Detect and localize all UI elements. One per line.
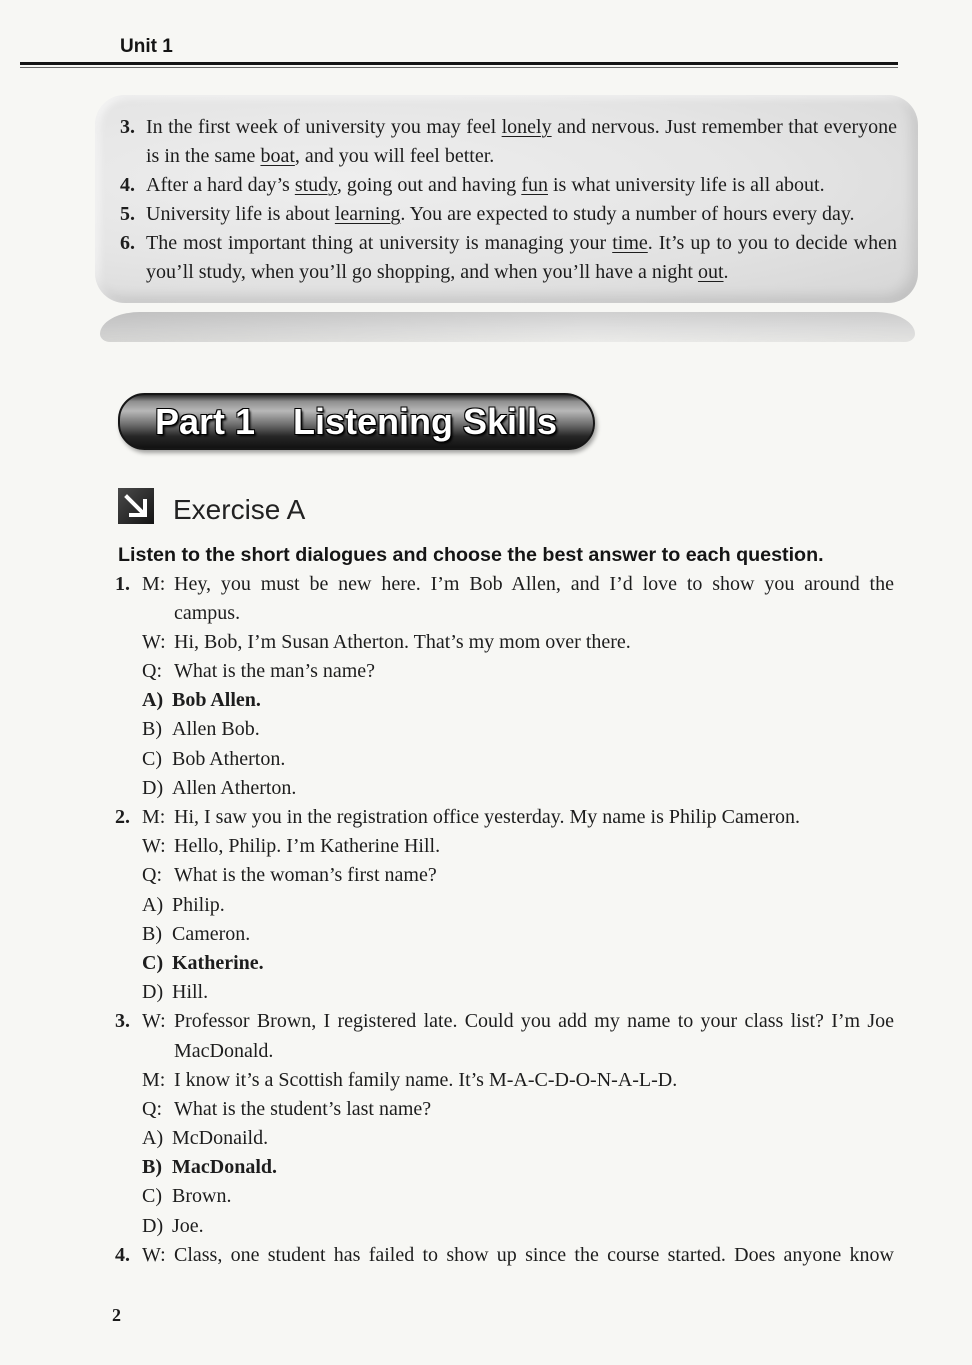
indent-spacer: [115, 861, 142, 890]
answer-option: [115, 1153, 915, 1182]
option-label: A): [142, 893, 164, 916]
part-title: Listening Skills: [293, 401, 558, 442]
option-label: A): [142, 689, 164, 712]
exercise-title: Exercise A: [173, 494, 306, 525]
text-run: you’ll study, when you’ll go shopping, and when you’ll have a night: [146, 260, 698, 283]
exercise-instruction: Listen to the short dialogues and choose the best answer to each question.: [118, 544, 824, 566]
underlined-answer-word: fun: [521, 173, 548, 196]
dialogue-turn: [115, 832, 915, 861]
indent-spacer: [115, 1153, 142, 1182]
text-line: [146, 142, 897, 171]
indent-spacer: [115, 832, 142, 861]
indent-spacer: [115, 978, 142, 1007]
question-number: 1.: [115, 572, 130, 595]
indent-spacer: [115, 774, 142, 803]
indent-spacer: [115, 657, 142, 686]
utterance-text: Hi, Bob, I’m Susan Atherton. That’s my mom over there.: [174, 630, 631, 653]
text-run: After a hard day’s: [146, 173, 295, 196]
dialogue-line: [115, 599, 915, 628]
speaker-label: W:: [142, 835, 166, 858]
underlined-answer-word: time: [612, 231, 648, 254]
review-item-text: [146, 113, 897, 171]
underlined-answer-word: learning: [334, 202, 401, 225]
speaker-label: Q:: [142, 660, 162, 683]
indent-spacer: [115, 891, 142, 920]
review-item: [120, 229, 898, 287]
dialogue-turn: [115, 861, 915, 890]
review-item-text: [146, 229, 897, 287]
option-text: Bob Allen.: [172, 689, 261, 712]
part-banner: [118, 393, 595, 450]
question-block: [115, 570, 915, 804]
indent-spacer: [115, 686, 142, 715]
option-label: B): [142, 922, 162, 945]
option-text: Hill.: [172, 981, 209, 1004]
indent-spacer: [115, 1212, 142, 1241]
review-item: [120, 113, 898, 171]
option-label: B): [142, 718, 162, 741]
utterance-text: campus.: [174, 601, 241, 624]
answer-option: [115, 920, 915, 949]
dialogue-turn: [115, 570, 915, 628]
option-text: Joe.: [172, 1214, 204, 1237]
text-line: [146, 171, 897, 200]
answer-option: [115, 1212, 915, 1241]
answer-option: [115, 978, 915, 1007]
part-label: Part 1: [155, 401, 256, 442]
answer-option: [115, 1182, 915, 1211]
text-line: [146, 200, 897, 229]
review-item-text: [146, 200, 897, 229]
answer-option: [115, 745, 915, 774]
utterance-text: I know it’s a Scottish family name. It’s M-A-C-D-O-N-A-L-D.: [174, 1068, 678, 1091]
option-label: C): [142, 1185, 162, 1208]
option-label: D): [142, 1214, 164, 1237]
dialogue-list: [115, 570, 915, 1271]
text-run: The most important thing at university is managing your: [146, 231, 613, 254]
answer-option: [115, 774, 915, 803]
review-item-number: 3.: [120, 115, 135, 138]
answer-option: [115, 949, 915, 978]
option-label: D): [142, 776, 164, 799]
review-item-number: 5.: [120, 202, 135, 225]
text-run: , going out and having: [336, 173, 522, 196]
review-item-number: 6.: [120, 231, 135, 254]
dialogue-turn: [115, 1095, 915, 1124]
utterance-text: Hi, I saw you in the registration office yesterday. My name is Philip Cameron.: [174, 806, 800, 828]
option-text: Bob Atherton.: [172, 747, 286, 770]
utterance-text: What is the woman’s first name?: [174, 864, 437, 887]
question-number: 2.: [115, 806, 130, 828]
dialogue-line: [115, 1241, 915, 1270]
dialogue-turn: [115, 657, 915, 686]
indent-spacer: [142, 599, 174, 628]
answer-option: [115, 686, 915, 715]
option-text: Brown.: [172, 1185, 232, 1208]
option-text: MacDonald.: [172, 1156, 277, 1179]
indent-spacer: [115, 1124, 142, 1153]
indent-spacer: [115, 1182, 142, 1211]
text-line: [146, 113, 897, 142]
header-rule: [20, 62, 898, 65]
indent-spacer: [115, 1095, 142, 1124]
dialogue-line: [115, 1007, 915, 1036]
indent-spacer: [115, 1037, 142, 1066]
option-label: C): [142, 951, 164, 974]
dialogue-turn: [115, 803, 915, 832]
review-answer-list: [120, 113, 898, 287]
indent-spacer: [115, 628, 142, 657]
text-run: . You are expected to study a number of hours every day.: [400, 202, 855, 225]
indent-spacer: [115, 599, 142, 628]
dialogue-line: [115, 1066, 915, 1095]
option-text: Philip.: [172, 893, 225, 916]
speaker-label: W:: [142, 1010, 166, 1033]
dialogue-turn: [115, 1007, 915, 1065]
utterance-text: Class, one student has failed to show up since the course started. Does anyone know: [174, 1243, 894, 1266]
option-text: Allen Atherton.: [172, 776, 297, 799]
option-label: C): [142, 747, 162, 770]
question-block: [115, 803, 915, 1007]
review-box-shadow-band: [100, 312, 915, 342]
utterance-text: Professor Brown, I registered late. Could you add my name to your class list? I’m Joe: [174, 1010, 894, 1033]
text-run: . It’s up to you to decide when: [647, 231, 897, 254]
utterance-text: Hello, Philip. I’m Katherine Hill.: [174, 835, 441, 858]
answer-option: [115, 715, 915, 744]
question-number: 4.: [115, 1243, 130, 1266]
text-line: [146, 229, 897, 258]
speaker-label: M:: [142, 572, 166, 595]
text-run: is in the same: [146, 144, 261, 167]
underlined-answer-word: lonely: [501, 115, 552, 138]
utterance-text: What is the man’s name?: [174, 660, 376, 683]
question-number: 3.: [115, 1010, 130, 1033]
indent-spacer: [115, 920, 142, 949]
dialogue-line: [115, 1037, 915, 1066]
text-run: University life is about: [146, 202, 335, 225]
dialogue-line: [115, 1095, 915, 1124]
dialogue-line: [115, 861, 915, 890]
review-item: [120, 171, 898, 200]
speaker-label: W:: [142, 1243, 166, 1266]
option-text: Katherine.: [172, 951, 264, 974]
question-block: [115, 1241, 915, 1270]
dialogue-line: [115, 628, 915, 657]
question-block: [115, 1007, 915, 1241]
indent-spacer: [115, 745, 142, 774]
option-text: Allen Bob.: [172, 718, 260, 741]
indent-spacer: [115, 949, 142, 978]
speaker-label: M:: [142, 806, 166, 828]
text-run: , and you will feel better.: [294, 144, 495, 167]
speaker-label: Q:: [142, 1097, 162, 1120]
dialogue-line: [115, 570, 915, 599]
speaker-label: W:: [142, 630, 166, 653]
exercise-arrow-icon: [118, 488, 154, 524]
speaker-label: Q:: [142, 864, 162, 887]
underlined-answer-word: study: [294, 173, 337, 196]
option-label: D): [142, 981, 164, 1004]
header-rule-thin: [20, 67, 898, 68]
unit-header: Unit 1: [120, 36, 173, 57]
indent-spacer: [115, 715, 142, 744]
answer-option: [115, 1124, 915, 1153]
answer-option: [115, 891, 915, 920]
option-label: A): [142, 1127, 164, 1150]
dialogue-turn: [115, 1066, 915, 1095]
page-number: 2: [112, 1305, 121, 1325]
option-text: McDonaild.: [172, 1127, 269, 1150]
indent-spacer: [142, 1037, 174, 1066]
option-label: B): [142, 1156, 162, 1179]
speaker-label: M:: [142, 1068, 166, 1091]
utterance-text: MacDonald.: [174, 1039, 274, 1062]
review-item-text: [146, 171, 897, 200]
option-text: Cameron.: [172, 922, 251, 945]
underlined-answer-word: boat: [260, 144, 295, 167]
utterance-text: What is the student’s last name?: [174, 1097, 432, 1120]
utterance-text: Hey, you must be new here. I’m Bob Allen, and I’d love to show you around the: [174, 572, 894, 595]
text-line: [146, 258, 897, 287]
indent-spacer: [115, 1066, 142, 1095]
dialogue-line: [115, 803, 915, 832]
dialogue-line: [115, 832, 915, 861]
dialogue-turn: [115, 628, 915, 657]
underlined-answer-word: out: [697, 260, 724, 283]
text-run: is what university life is all about.: [547, 173, 825, 196]
text-run: and nervous. Just remember that everyone: [551, 115, 897, 138]
dialogue-line: [115, 657, 915, 686]
text-run: In the first week of university you may feel: [146, 115, 502, 138]
review-item: [120, 200, 898, 229]
review-item-number: 4.: [120, 173, 135, 196]
dialogue-turn: [115, 1241, 915, 1270]
text-run: .: [723, 260, 729, 283]
